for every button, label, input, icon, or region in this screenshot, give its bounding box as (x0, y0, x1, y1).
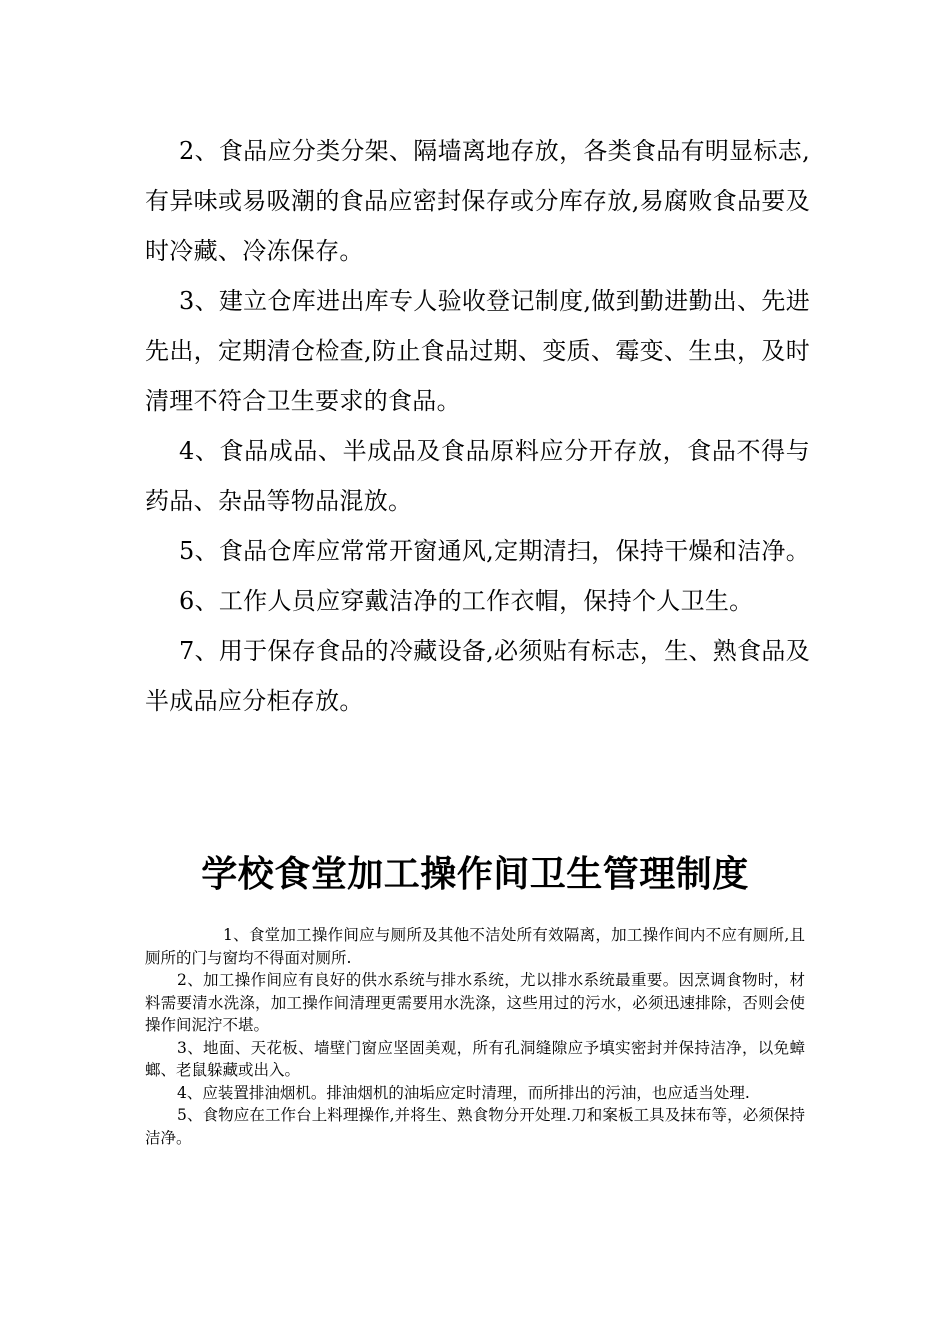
paragraph-kitchen-rule-3: 3、地面、天花板、墙壁门窗应坚固美观，所有孔洞缝隙应予填实密封并保持洁净，以免蟑螂、老鼠躲藏或出入。 (145, 1038, 805, 1079)
storage-rules-continued (145, 126, 810, 726)
paragraph-rule-3: 3、建立仓库进出库专人验收登记制度,做到勤进勤出、先进先出，定期清仓检查,防止食品过期、变质、霉变、生虫，及时清理不符合卫生要求的食品。 (145, 287, 810, 415)
paragraph-rule-4: 4、食品成品、半成品及食品原料应分开存放，食品不得与药品、杂品等物品混放。 (145, 437, 810, 515)
paragraph-kitchen-rule-5: 5、食物应在工作台上料理操作,并将生、熟食物分开处理.刀和案板工具及抹布等，必须保持洁净。 (145, 1106, 805, 1147)
paragraph-rule-2: 2、食品应分类分架、隔墙离地存放，各类食品有明显标志,有异味或易吸潮的食品应密封保存或分库存放,易腐败食品要及时冷藏、冷冻保存。 (145, 137, 810, 265)
paragraph-kitchen-rule-2: 2、加工操作间应有良好的供水系统与排水系统，尤以排水系统最重要。因烹调食物时，材料需要清水洗涤，加工操作间清理更需要用水洗涤，这些用过的污水，必须迅速排除，否则会使操作间泥泞不堪。 (145, 971, 805, 1034)
paragraph-kitchen-rule-1: 1、食堂加工操作间应与厕所及其他不洁处所有效隔离，加工操作间内不应有厕所,且厕所的门与窗均不得面对厕所. (145, 926, 805, 967)
kitchen-hygiene-rules (145, 924, 805, 1149)
section-title: 学校食堂加工操作间卫生管理制度 (201, 854, 749, 895)
paragraph-rule-5: 5、食品仓库应常常开窗通风,定期清扫，保持干燥和洁净。 (179, 537, 810, 565)
paragraph-rule-7: 7、用于保存食品的冷藏设备,必须贴有标志，生、熟食品及半成品应分柜存放。 (145, 637, 810, 715)
paragraph-rule-6: 6、工作人员应穿戴洁净的工作衣帽，保持个人卫生。 (179, 587, 754, 615)
paragraph-kitchen-rule-4: 4、应装置排油烟机。排油烟机的油垢应定时清理，而所排出的污油，也应适当处理. (177, 1083, 750, 1102)
